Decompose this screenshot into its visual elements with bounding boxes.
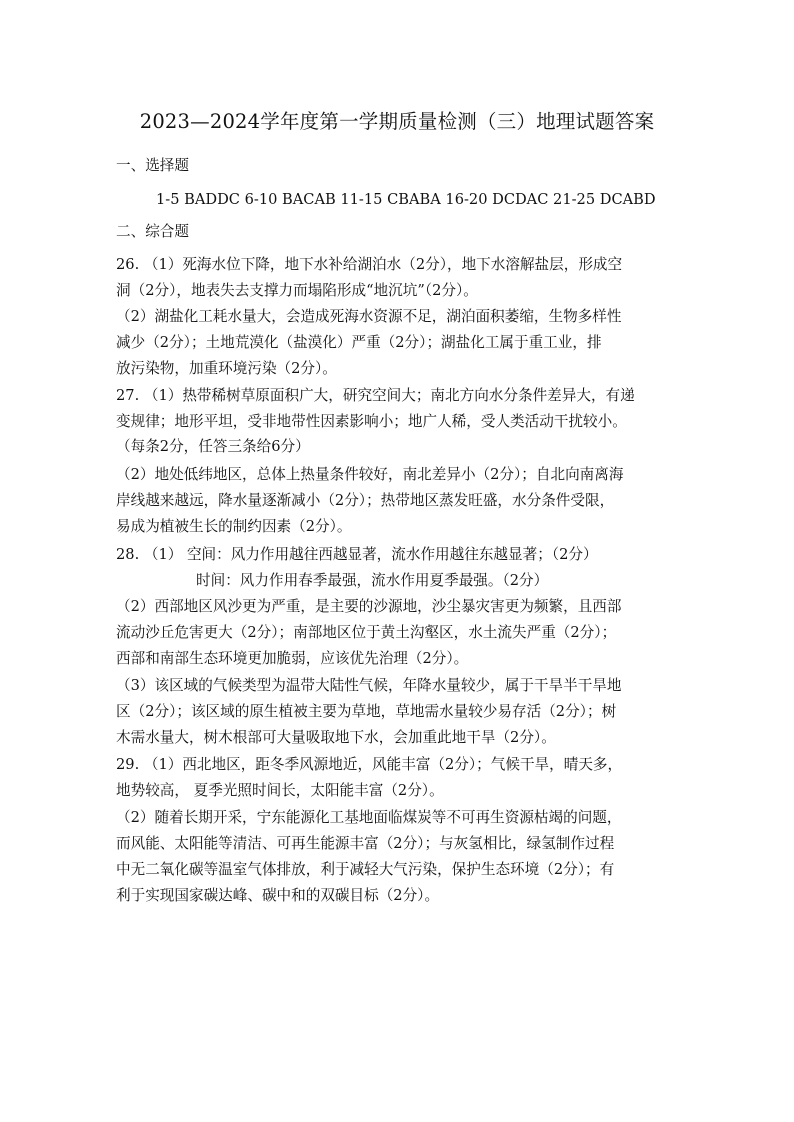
q26-line-4: 减少（2分）；土地荒漠化（盐漠化）严重（2分）；湖盐化工属于重工业，排 [116, 334, 602, 351]
q26-line-3: （2）湖盐化工耗水量大，会造成死海水资源不足，湖泊面积萎缩，生物多样性 [116, 308, 622, 325]
q28-line-5: 西部和南部生态环境更加脆弱，应该优先治理（2分）。 [116, 650, 469, 667]
q28-line-2: 时间：风力作用春季最强，流水作用夏季最强。（2分） [196, 572, 549, 589]
choice-answers: 1-5 BADDC 6-10 BACAB 11-15 CBABA 16-20 DCDAC 21-25 DCABD [156, 191, 656, 208]
q27-line-3: （每条2分，任答三条给6分） [116, 438, 310, 455]
q27-line-2: 变规律；地形平坦，受非地带性因素影响小；地广人稀，受人类活动干扰较小。 [116, 413, 627, 430]
q28-line-3: （2）西部地区风沙更为严重，是主要的沙源地，沙尘暴灾害更为频繁，且西部 [116, 598, 622, 615]
section-heading-choice: 一、选择题 [116, 157, 189, 174]
q28-line-4: 流动沙丘危害更大（2分）；南部地区位于黄土沟壑区，水土流失严重（2分）； [116, 624, 617, 641]
q27-line-1: 27. （1）热带稀树草原面积广大，研究空间大；南北方向水分条件差异大，有递 [116, 387, 635, 404]
q26-line-2: 洞（2分），地表失去支撑力而塌陷形成“地沉坑”（2分）。 [116, 282, 478, 299]
q26-line-5: 放污染物，加重环境污染（2分）。 [116, 360, 337, 377]
q28-line-8: 木需水量大，树木根部可大量吸取地下水，会加重此地干旱（2分）。 [116, 729, 556, 746]
q29-line-5: 中无二氧化碳等温室气体排放，利于减轻大气污染，保护生态环境（2分）；有 [116, 861, 615, 878]
q28-line-6: （3）该区域的气候类型为温带大陆性气候，年降水量较少，属于干旱半干旱地 [116, 677, 622, 694]
q27-line-4: （2）地处低纬地区，总体上热量条件较好，南北差异小（2分）；自北向南离海 [116, 466, 624, 483]
q29-line-3: （2）随着长期开采，宁东能源化工基地面临煤炭等不可再生资源枯竭的问题， [116, 809, 622, 826]
q29-line-1: 29. （1）西北地区，距冬季风源地近，风能丰富（2分）；气候干旱，晴天多， [116, 756, 623, 773]
q28-line-1: 28. （1） 空间：风力作用越往西越显著，流水作用越往东越显著；（2分） [116, 546, 598, 563]
q26-line-1: 26. （1）死海水位下降，地下水补给湖泊水（2分），地下水溶解盐层，形成空 [116, 256, 623, 273]
q29-line-4: 而风能、太阳能等清洁、可再生能源丰富（2分）；与灰氢相比，绿氢制作过程 [116, 835, 615, 852]
page-title: 2023—2024学年度第一学期质量检测（三）地理试题答案 [139, 110, 655, 133]
q27-line-6: 易成为植被生长的制约因素（2分）。 [116, 518, 352, 535]
section-heading-comprehensive: 二、综合题 [116, 223, 189, 240]
q29-line-6: 利于实现国家碳达峰、碳中和的双碳目标（2分）。 [116, 887, 440, 904]
q27-line-5: 岸线越来越远，降水量逐渐减小（2分）；热带地区蒸发旺盛，水分条件受限， [116, 492, 615, 509]
q29-line-2: 地势较高， 夏季光照时间长，太阳能丰富（2分）。 [116, 782, 444, 799]
q28-line-7: 区（2分）；该区域的原生植被主要为草地，草地需水量较少易存活（2分）；树 [116, 703, 617, 720]
